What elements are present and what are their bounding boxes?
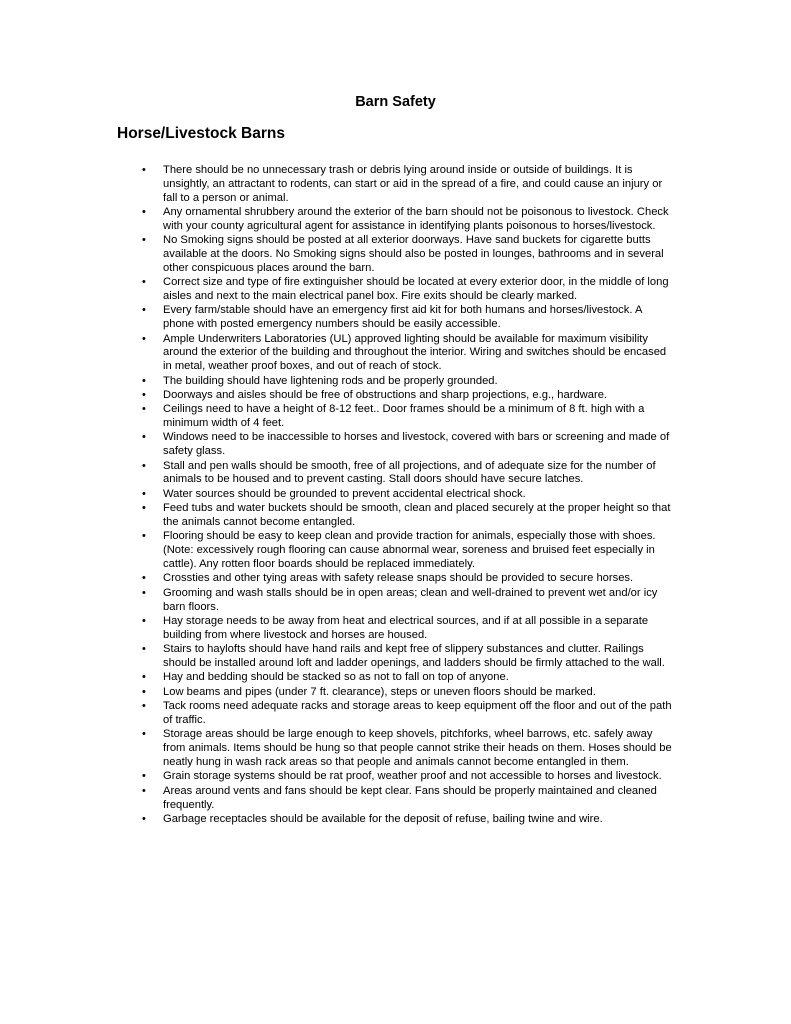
list-item-text: Stairs to haylofts should have hand rails and kept free of slippery substances and clutter. Railings should be installed around loft and ladder openings, and ladders should be firmly attached to the wall.: [163, 643, 665, 669]
bullet-icon: •: [142, 728, 146, 741]
list-item-text: No Smoking signs should be posted at all exterior doorways. Have sand buckets for cigarette butts available at the doors. No Smoking signs should also be posted in lounges, bathrooms and in several other conspicuous places around the barn.: [163, 234, 664, 274]
list-item-text: Water sources should be grounded to prevent accidental electrical shock.: [163, 487, 526, 500]
section-heading: Horse/Livestock Barns: [117, 125, 285, 142]
list-item-text: Windows need to be inaccessible to horses and livestock, covered with bars or screening and made of safety glass.: [163, 431, 670, 458]
bullet-icon: •: [142, 332, 146, 345]
bullet-icon: •: [142, 812, 146, 825]
bullet-icon: •: [142, 388, 146, 401]
list-item: [0, 587, 673, 615]
bullet-list: [0, 164, 791, 827]
list-item-text: Grooming and wash stalls should be in open areas; clean and well-drained to prevent wet and/or icy barn floors.: [163, 586, 658, 613]
bullet-icon: •: [142, 459, 146, 472]
list-item: [0, 770, 673, 784]
list-item: [0, 728, 673, 769]
list-item: [0, 333, 673, 374]
list-item-text: Hay and bedding should be stacked so as not to fall on top of anyone.: [163, 671, 509, 684]
list-item: [0, 164, 673, 205]
list-item: [0, 572, 673, 586]
list-item-text: Garbage receptacles should be available for the deposit of refuse, bailing twine and wire.: [163, 812, 603, 825]
list-item: [0, 813, 673, 827]
bullet-icon: •: [142, 784, 146, 797]
bullet-icon: •: [142, 615, 146, 627]
list-item: [0, 206, 673, 234]
list-item-text: Stall and pen walls should be smooth, free of all projections, and of adequate size for the number of animals to be housed and to prevent casting. Stall doors should have secure latches.: [163, 459, 656, 486]
bullet-icon: •: [142, 276, 146, 289]
bullet-icon: •: [142, 643, 146, 656]
list-item-text: Feed tubs and water buckets should be smooth, clean and placed securely at the proper height so that the animals cannot become entangled.: [163, 502, 671, 529]
list-item: [0, 785, 673, 813]
bullet-icon: •: [142, 234, 146, 247]
bullet-icon: •: [142, 530, 146, 543]
list-item: [0, 686, 673, 700]
list-item: [0, 643, 673, 671]
list-item-text: The building should have lightening rods and be properly grounded.: [163, 374, 498, 387]
list-item-text: Low beams and pipes (under 7 ft. clearance), steps or uneven floors should be marked.: [163, 685, 596, 698]
bullet-icon: •: [142, 502, 146, 515]
list-item-text: Flooring should be easy to keep clean and provide traction for animals, especially those with shoes. (Note: excessively rough flooring can cause abnormal wear, soreness and bruised feet especially in cattle). Any rotten floor boards should be replaced immediately.: [163, 530, 656, 571]
bullet-icon: •: [142, 374, 146, 387]
bullet-icon: •: [142, 671, 146, 684]
list-item-text: Ample Underwriters Laboratories (UL) approved lighting should be available for maximum visibility around the exterior of the building and throughout the interior. Wiring and switches should be encased in metal, weather proof boxes, and out of reach of stock.: [163, 332, 667, 373]
list-item: [0, 700, 673, 728]
list-item: [0, 276, 673, 304]
list-item-text: Ceilings need to have a height of 8-12 feet.. Door frames should be a minimum of 8 ft. high with a minimum width of 4 feet.: [163, 403, 645, 430]
list-item: [0, 502, 673, 530]
list-item: [0, 671, 673, 685]
bullet-icon: •: [142, 586, 146, 599]
list-item-text: Crossties and other tying areas with safety release snaps should be provided to secure horses.: [163, 572, 634, 585]
list-item: [0, 530, 673, 571]
bullet-icon: •: [142, 700, 146, 713]
list-item-text: Tack rooms need adequate racks and storage areas to keep equipment off the floor and out of the path of traffic.: [163, 700, 672, 726]
list-item-text: Hay storage needs to be away from heat and electrical sources, and if at all possible in a separate building from where livestock and horses are housed.: [163, 615, 649, 641]
bullet-icon: •: [142, 685, 146, 698]
list-item-text: Grain storage systems should be rat proof, weather proof and not accessible to horses and livestock.: [163, 770, 662, 783]
list-item: [0, 375, 673, 389]
list-item-text: There should be no unnecessary trash or debris lying around inside or outside of buildings. It is unsightly, an attractant to rodents, can start or aid in the spread of a fire, and could cause an injury or fall to a person or animal.: [163, 164, 663, 204]
list-item-text: Doorways and aisles should be free of obstructions and sharp projections, e.g., hardware.: [163, 388, 608, 401]
bullet-icon: •: [142, 431, 146, 444]
document-title: Barn Safety: [355, 94, 436, 110]
list-item: [0, 304, 673, 332]
list-item-text: Areas around vents and fans should be kept clear. Fans should be properly maintained and cleaned frequently.: [163, 784, 657, 811]
bullet-icon: •: [142, 164, 146, 176]
list-item: [0, 488, 673, 502]
bullet-icon: •: [142, 487, 146, 500]
list-item-text: Any ornamental shrubbery around the exterior of the barn should not be poisonous to livestock. Check with your county agricultural agent for assistance in identifying plants poisonous to horses/livestock.: [163, 205, 669, 232]
bullet-icon: •: [142, 304, 146, 317]
bullet-icon: •: [142, 572, 146, 585]
list-item: [0, 460, 673, 488]
list-item: [0, 403, 673, 431]
list-item: [0, 234, 673, 275]
bullet-icon: •: [142, 403, 146, 416]
bullet-icon: •: [142, 205, 146, 218]
list-item-text: Correct size and type of fire extinguisher should be located at every exterior door, in the middle of long aisles and next to the main electrical panel box. Fire exits should be clearly marked.: [163, 276, 669, 302]
list-item: [0, 431, 673, 459]
list-item: [0, 389, 673, 403]
list-item-text: Every farm/stable should have an emergency first aid kit for both humans and horses/livestock. A phone with posted emergency numbers should be easily accessible.: [163, 304, 642, 331]
bullet-icon: •: [142, 770, 146, 783]
list-item-text: Storage areas should be large enough to keep shovels, pitchforks, wheel barrows, etc. safely away from animals. Items should be hung so that people cannot strike their heads on them. Hoses should be neatly hung in wash rack areas so that people and animals cannot become entangled in them.: [163, 728, 672, 768]
list-item: [0, 615, 673, 643]
